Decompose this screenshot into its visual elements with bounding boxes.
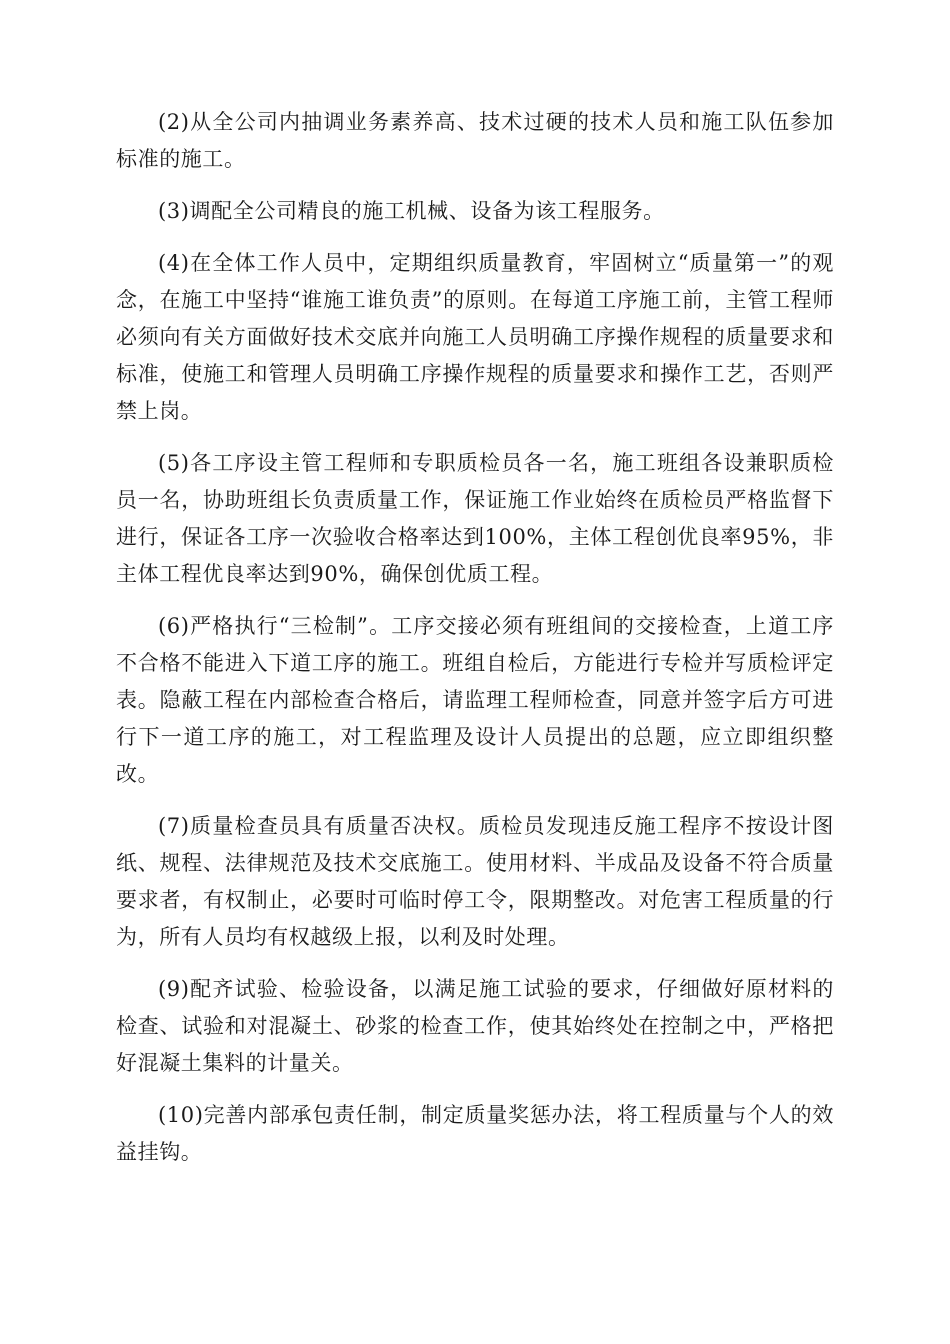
paragraph-9: (9)配齐试验、检验设备，以满足施工试验的要求，仔细做好原材料的检查、试验和对混凝土、砂浆的检查工作，使其始终处在控制之中，严格把好混凝土集料的计量关。 [116,977,834,1075]
paragraph-2: (2)从全公司内抽调业务素养高、技术过硬的技术人员和施工队伍参加标准的施工。 [116,110,834,171]
paragraph-3: (3)调配全公司精良的施工机械、设备为该工程服务。 [158,199,665,223]
paragraph-7: (7)质量检查员具有质量否决权。质检员发现违反施工程序不按设计图纸、规程、法律规范及技术交底施工。使用材料、半成品及设备不符合质量要求者，有权制止，必要时可临时停工令，限期整改。对危害工程质量的行为，所有人员均有权越级上报，以利及时处理。 [116,814,834,949]
paragraph-10: (10)完善内部承包责任制，制定质量奖惩办法，将工程质量与个人的效益挂钩。 [116,1103,834,1164]
paragraph-5: (5)各工序设主管工程师和专职质检员各一名，施工班组各设兼职质检员一名，协助班组长负责质量工作，保证施工作业始终在质检员严格监督下进行，保证各工序一次验收合格率达到100%，主体工程创优良率95%，非主体工程优良率达到90%，确保创优质工程。 [116,451,834,586]
paragraph-4: (4)在全体工作人员中，定期组织质量教育，牢固树立“质量第一”的观念，在施工中坚持“谁施工谁负责”的原则。在每道工序施工前，主管工程师必须向有关方面做好技术交底并向施工人员明确工序操作规程的质量要求和标准，使施工和管理人员明确工序操作规程的质量要求和操作工艺，否则严禁上岗。 [116,251,834,423]
paragraph-6: (6)严格执行“三检制”。工序交接必须有班组间的交接检查，上道工序不合格不能进入下道工序的施工。班组自检后，方能进行专检并写质检评定表。隐蔽工程在内部检查合格后，请监理工程师检查，同意并签字后方可进行下一道工序的施工，对工程监理及设计人员提出的总题，应立即组织整改。 [116,614,834,786]
document-body [116,104,834,1186]
